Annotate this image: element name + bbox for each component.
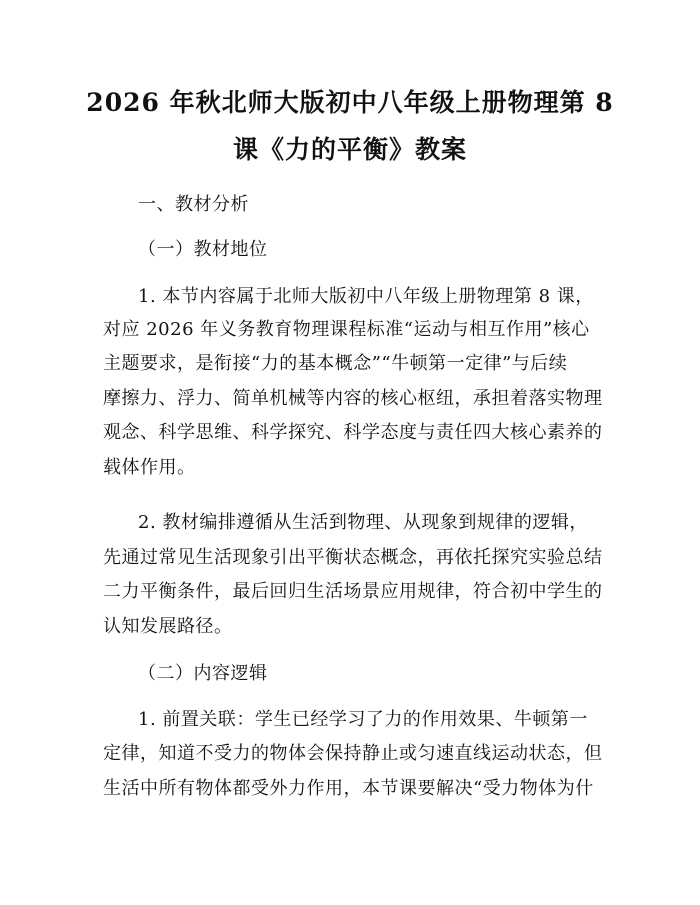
subsection-heading-textbook-position: （一）教材地位: [138, 239, 268, 260]
paragraph-1-line: 对应 2026 年义务教育物理课程标准“运动与相互作用”核心: [103, 319, 590, 340]
document-title-line-2: 课《力的平衡》教案: [232, 135, 467, 164]
paragraph-2-line: 认知发展路径。: [103, 616, 233, 637]
paragraph-1-line: 主题要求，是衔接“力的基本概念”“牛顿第一定律”与后续: [103, 353, 568, 374]
paragraph-1-line: 观念、科学思维、科学探究、科学态度与责任四大核心素养的: [103, 422, 603, 443]
paragraph-3-line: 定律，知道不受力的物体会保持静止或匀速直线运动状态，但: [103, 743, 603, 764]
document-title-line-1: 2026 年秋北师大版初中八年级上册物理第 8: [86, 88, 614, 117]
paragraph-2-line: 二力平衡条件，最后回归生活场景应用规律，符合初中学生的: [103, 581, 603, 602]
paragraph-2-line: 先通过常见生活现象引出平衡状态概念，再依托探究实验总结: [103, 547, 603, 568]
paragraph-3-line: 生活中所有物体都受外力作用，本节课要解决“受力物体为什: [103, 778, 594, 799]
section-heading-teaching-analysis: 一、教材分析: [138, 194, 249, 215]
paragraph-1-line: 摩擦力、浮力、简单机械等内容的核心枢纽，承担着落实物理: [103, 388, 603, 409]
paragraph-1-line: 1. 本节内容属于北师大版初中八年级上册物理第 8 课，: [138, 286, 594, 307]
paragraph-1-line: 载体作用。: [103, 457, 196, 478]
paragraph-3-line: 1. 前置关联：学生已经学习了力的作用效果、牛顿第一: [138, 709, 588, 730]
paragraph-2-line: 2. 教材编排遵循从生活到物理、从现象到规律的逻辑，: [138, 512, 588, 533]
subsection-heading-content-logic: （二）内容逻辑: [138, 663, 268, 684]
